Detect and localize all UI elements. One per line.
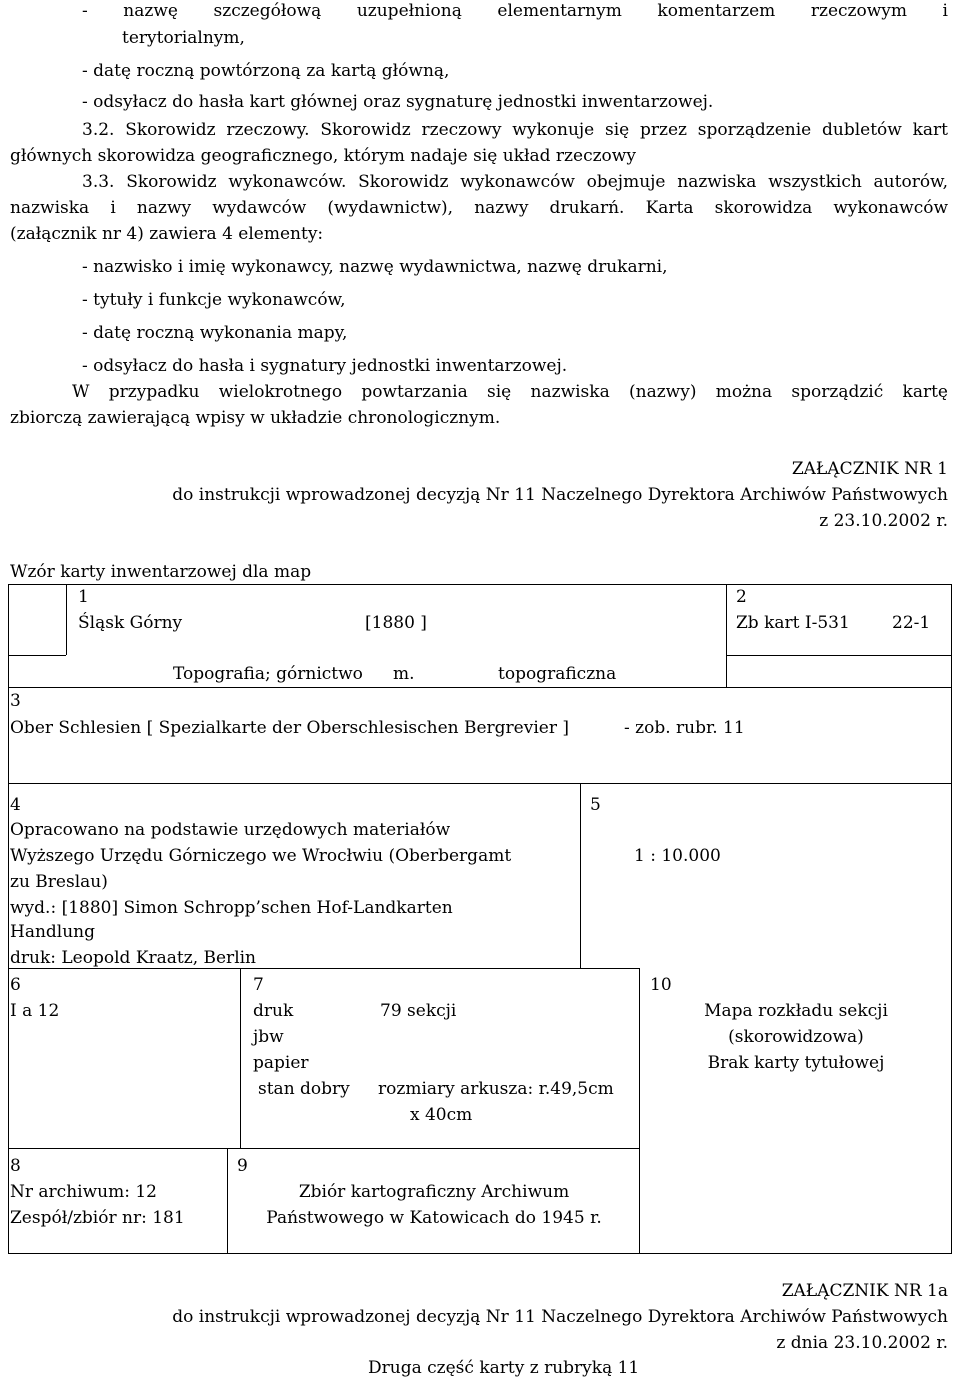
divider-f1-f2 — [726, 584, 727, 687]
field-3-number: 3 — [10, 691, 21, 711]
section-3-3-line3: (załącznik nr 4) zawiera 4 elementy: — [10, 224, 324, 244]
annex-1a-title: ZAŁĄCZNIK NR 1a — [781, 1281, 948, 1301]
field-4-line: druk: Leopold Kraatz, Berlin — [10, 948, 257, 968]
field-3-title: Ober Schlesien [ Spezialkarte der Oberschlesischen Bergrevier ] — [10, 718, 569, 738]
field-4-line: zu Breslau) — [10, 872, 108, 892]
element-4: - odsyłacz do hasła i sygnatury jednostki inwentarzowej. — [82, 356, 568, 376]
field-6-number: 6 — [10, 975, 21, 995]
field-9-number: 9 — [237, 1156, 248, 1176]
annex-1a-date: z dnia 23.10.2002 r. — [776, 1333, 948, 1353]
divider-under-f2-short — [726, 655, 952, 656]
field-4-line: Handlung — [10, 922, 96, 942]
field-7-color: jbw — [253, 1027, 284, 1047]
field-1-year: [1880 ] — [365, 613, 427, 633]
section-3-3-line1: 3.3. Skorowidz wykonawców. Skorowidz wykonawców obejmuje nazwiska wszystkich autorów, — [82, 172, 948, 192]
field-10-line: Mapa rozkładu sekcji — [704, 1001, 888, 1021]
field-4-line: Opracowano na podstawie urzędowych materiałów — [10, 820, 451, 840]
bullet-year: - datę roczną powtórzoną za kartą główną, — [82, 61, 450, 81]
field-1-name: Śląsk Górny — [78, 613, 183, 633]
field-7-number: 7 — [253, 975, 264, 995]
divider-f1-left — [66, 584, 67, 655]
divider-under-f3 — [8, 783, 952, 784]
field-7-sheet-size: rozmiary arkusza: r.49,5cm — [378, 1079, 614, 1099]
field-2-number: 2 — [736, 587, 747, 607]
field-9-line2: Państwowego w Katowicach do 1945 r. — [266, 1208, 602, 1228]
field-5-scale: 1 : 10.000 — [634, 846, 721, 866]
field-6-value: I a 12 — [10, 1001, 60, 1021]
divider-under-topo — [8, 687, 952, 688]
field-7-technique: druk — [253, 1001, 294, 1021]
topic-type-abbr: m. — [393, 664, 415, 684]
element-3: - datę roczną wykonania mapy, — [82, 323, 348, 343]
field-7-condition: stan dobry — [258, 1079, 350, 1099]
annex-1-title: ZAŁĄCZNIK NR 1 — [791, 459, 948, 479]
section-3-2-line2: głównych skorowidza geograficznego, którym nadaje się układ rzeczowy — [10, 146, 636, 166]
divider-under-f6-f7 — [8, 1148, 640, 1149]
field-8-archive: Nr archiwum: 12 — [10, 1182, 157, 1202]
field-4-line: Wyższego Urzędu Górniczego we Wrocłwiu (Oberbergamt — [10, 846, 512, 866]
annex-1a-subtitle: Druga część karty z rubryką 11 — [368, 1358, 640, 1378]
field-4-line: wyd.: [1880] Simon Schropp’schen Hof-Landkarten — [10, 898, 453, 918]
collective-card-line1: W przypadku wielokrotnego powtarzania się nazwiska (nazwy) można sporządzić kartę — [72, 382, 948, 402]
element-1: - nazwisko i imię wykonawcy, nazwę wydawnictwa, nazwę drukarni, — [82, 257, 668, 277]
card-heading: Wzór karty inwentarzowej dla map — [10, 562, 312, 582]
bullet-name-detail: - nazwę szczegółową uzupełnioną elementarnym komentarzem rzeczowym i — [82, 1, 948, 21]
field-10-number: 10 — [650, 975, 672, 995]
field-7-material: papier — [253, 1053, 309, 1073]
divider-f6-f7 — [240, 968, 241, 1148]
field-7-sheet-size-cont: x 40cm — [410, 1105, 473, 1125]
bullet-name-detail-cont: terytorialnym, — [122, 28, 245, 48]
field-4-number: 4 — [10, 795, 21, 815]
annex-1-date: z 23.10.2002 r. — [819, 511, 948, 531]
field-8-number: 8 — [10, 1156, 21, 1176]
card-border-top — [8, 584, 952, 585]
field-10-line: Brak karty tytułowej — [707, 1053, 885, 1073]
divider-under-corner — [8, 655, 66, 656]
annex-1a-instruction: do instrukcji wprowadzonej decyzją Nr 11 Naczelnego Dyrektora Archiwów Państwowych — [172, 1307, 948, 1327]
field-8-fonds: Zespół/zbiór nr: 181 — [10, 1208, 185, 1228]
section-3-2-line1: 3.2. Skorowidz rzeczowy. Skorowidz rzeczowy wykonuje się przez sporządzenie dubletów kart — [82, 120, 948, 140]
topic-type: topograficzna — [498, 664, 617, 684]
field-3-reference: - zob. rubr. 11 — [624, 718, 745, 738]
field-2-code: 22-1 — [892, 613, 931, 633]
element-2: - tytuły i funkcje wykonawców, — [82, 290, 346, 310]
annex-1-instruction: do instrukcji wprowadzonej decyzją Nr 11 Naczelnego Dyrektora Archiwów Państwowych — [172, 485, 948, 505]
field-10-line: (skorowidzowa) — [728, 1027, 864, 1047]
card-border-right — [951, 584, 952, 1254]
card-border-left — [8, 584, 9, 1254]
field-5-number: 5 — [590, 795, 601, 815]
collective-card-line2: zbiorczą zawierającą wpisy w układzie chronologicznym. — [10, 408, 501, 428]
bullet-reference: - odsyłacz do hasła kart głównej oraz sygnaturę jednostki inwentarzowej. — [82, 92, 714, 112]
field-7-sections: 79 sekcji — [380, 1001, 457, 1021]
field-1-number: 1 — [78, 587, 89, 607]
topic-category: Topografia; górnictwo — [173, 664, 363, 684]
field-9-line1: Zbiór kartograficzny Archiwum — [298, 1182, 570, 1202]
field-2-signature: Zb kart I-531 — [736, 613, 850, 633]
divider-f4-f5 — [580, 783, 581, 968]
section-3-3-line2: nazwiska i nazwy wydawców (wydawnictw), nazwy drukarń. Karta skorowidza wykonawców — [10, 198, 948, 218]
card-border-bottom — [8, 1253, 952, 1254]
